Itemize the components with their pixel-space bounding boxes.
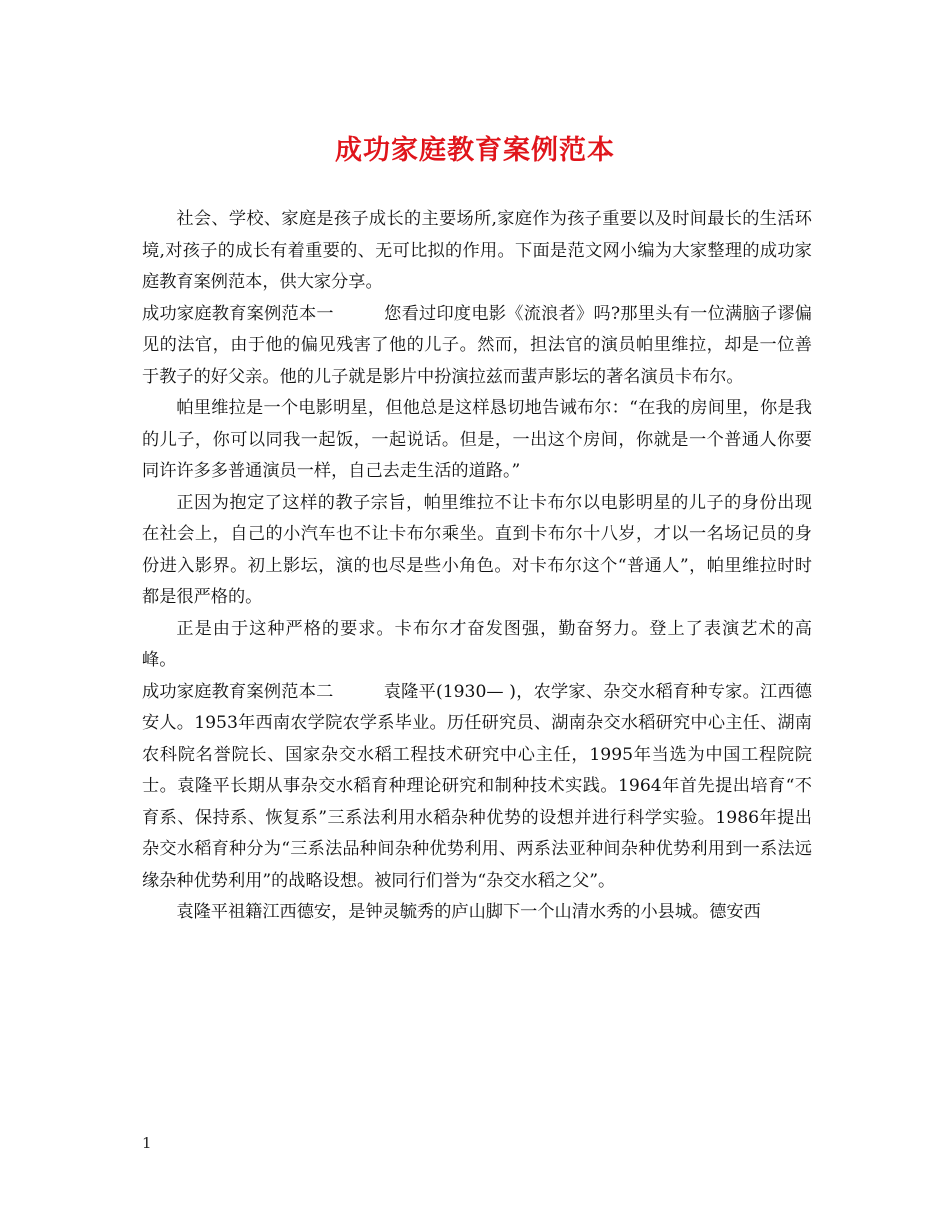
section-1-paragraph-1: 帕里维拉是一个电影明星，但他总是这样恳切地告诫布尔：“在我的房间里，你是我的儿子，你可以同我一起饭，一起说话。但是，一出这个房间，你就是一个普通人你要同许许多多普通演员一样，自己去走生活的道路。”	[142, 398, 812, 481]
page-number: 1	[142, 1134, 152, 1152]
section-2-first-text: 袁隆平(1930— )，农学家、杂交水稻育种专家。江西德安人。1953年西南农学院农学系毕业。历任研究员、湖南杂交水稻研究中心主任、湖南农科院名誉院长、国家杂交水稻工程技术研究中心主任，1995年当选为中国工程院院士。袁隆平长期从事杂交水稻育种理论研究和制种技术实践。1964年首先提出培育“不育系、保持系、恢复系”三系法利用水稻杂种优势的设想并进行科学实验。1986年提出杂交水稻育种分为“三系法品种间杂种优势利用、两系法亚种间杂种优势利用到一系法远缘杂种优势利用”的战略设想。被同行们誉为“杂交水稻之父”。	[142, 681, 812, 891]
section-2-paragraph-1: 袁隆平祖籍江西德安，是钟灵毓秀的庐山脚下一个山清水秀的小县城。德安西	[176, 902, 761, 922]
section-2-first-paragraph	[142, 677, 812, 898]
document-title: 成功家庭教育案例范本	[335, 135, 615, 166]
intro-paragraph: 社会、学校、家庭是孩子成长的主要场所,家庭作为孩子重要以及时间最长的生活环境,对孩子的成长有着重要的、无可比拟的作用。下面是范文网小编为大家整理的成功家庭教育案例范本，供大家分享。	[142, 209, 812, 292]
section-1-first-paragraph	[142, 299, 812, 394]
section-2-heading: 成功家庭教育案例范本二	[142, 681, 334, 702]
section-1-first-text: 您看过印度电影《流浪者》吗?那里头有一位满脑子谬偏见的法官，由于他的偏见残害了他的儿子。然而，担法官的演员帕里维拉，却是一位善于教子的好父亲。他的儿子就是影片中扮演拉兹而蜚声影坛的著名演员卡布尔。	[142, 303, 812, 387]
document-body	[142, 204, 812, 929]
section-1-paragraph-2: 正因为抱定了这样的教子宗旨，帕里维拉不让卡布尔以电影明星的儿子的身份出现在社会上，自己的小汽车也不让卡布尔乘坐。直到卡布尔十八岁，才以一名场记员的身份进入影界。初上影坛，演的也尽是些小角色。对卡布尔这个“普通人”，帕里维拉时时都是很严格的。	[142, 492, 812, 607]
section-1-heading: 成功家庭教育案例范本一	[142, 303, 334, 324]
section-1-paragraph-3: 正是由于这种严格的要求。卡布尔才奋发图强，勤奋努力。登上了表演艺术的高峰。	[142, 618, 812, 670]
